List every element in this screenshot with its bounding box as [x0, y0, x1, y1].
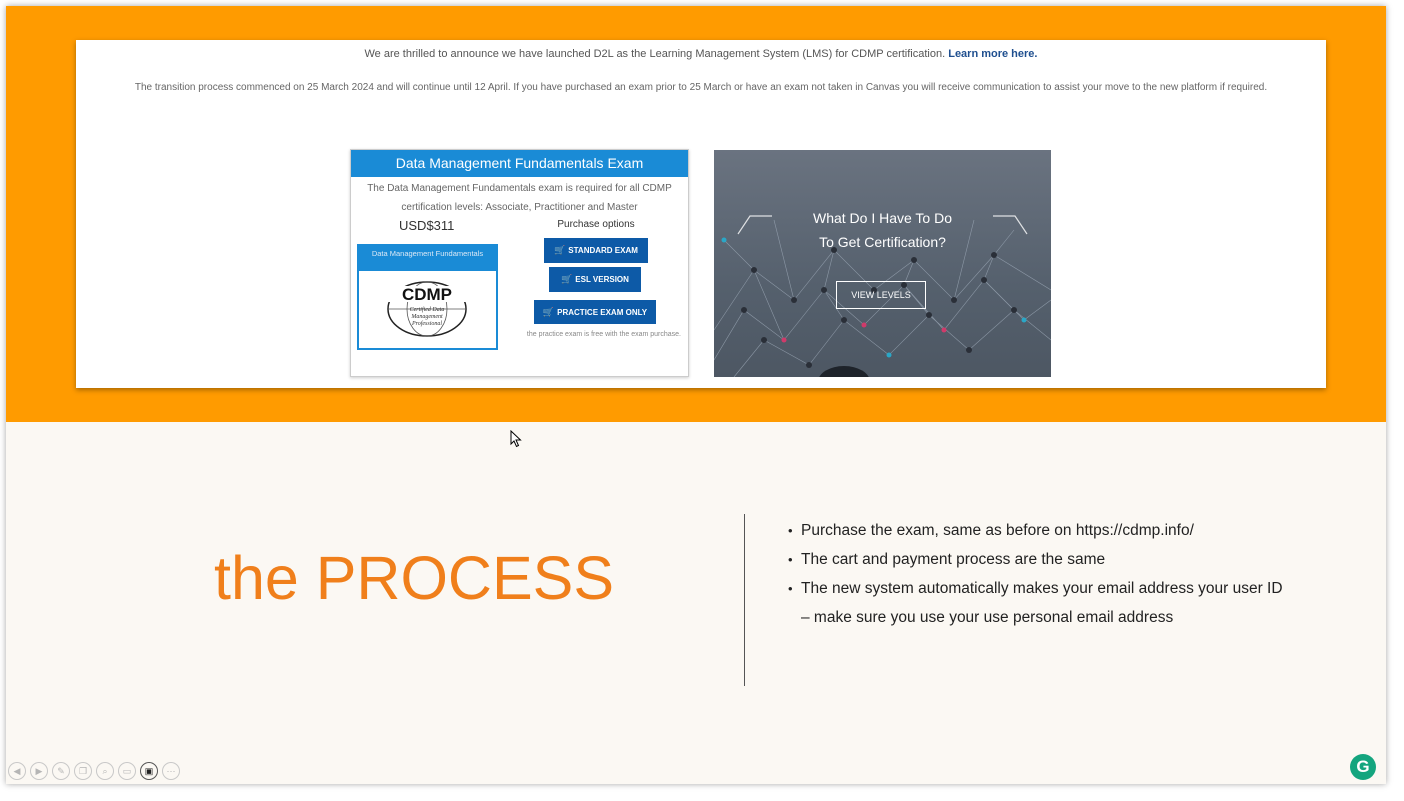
practice-exam-button[interactable]: [534, 300, 656, 324]
presentation-controls: [8, 762, 180, 780]
exam-card-description: The Data Management Fundamentals exam is required for all CDMP certification levels: Associate, Practitioner and Master: [367, 183, 672, 213]
slide-title: the PROCESS: [214, 544, 615, 612]
certification-promo[interactable]: [714, 150, 1051, 377]
esl-version-label: ESL VERSION: [575, 275, 629, 284]
standard-exam-label: STANDARD EXAM: [568, 246, 638, 255]
pen-icon[interactable]: ✎: [52, 762, 70, 780]
copy-icon[interactable]: ❐: [74, 762, 92, 780]
purchase-options-label: Purchase options: [557, 219, 635, 230]
subtitles-icon[interactable]: ▭: [118, 762, 136, 780]
practice-exam-label: PRACTICE EXAM ONLY: [557, 307, 648, 317]
esl-version-button[interactable]: [549, 267, 641, 292]
network-image: [714, 150, 1051, 377]
mouse-cursor-icon: [510, 430, 522, 448]
prev-icon[interactable]: ◀: [8, 762, 26, 780]
cdmp-logo: [359, 271, 496, 345]
presentation-slide: [6, 6, 1386, 784]
vertical-divider: [744, 514, 745, 686]
learn-more-link[interactable]: Learn more here.: [948, 48, 1038, 60]
logo-text: CDMP: [401, 285, 453, 304]
webpage-screenshot: [76, 40, 1326, 388]
exam-card-title: Data Management Fundamentals Exam: [351, 150, 688, 177]
zoom-icon[interactable]: ⌕: [96, 762, 114, 780]
more-icon[interactable]: ⋯: [162, 762, 180, 780]
process-bullets: [788, 516, 1348, 632]
cart-icon: 🛒: [561, 274, 573, 284]
bullet-item: • Purchase the exam, same as before on https://cdmp.info/: [788, 516, 1348, 545]
camera-icon[interactable]: ▣: [140, 762, 158, 780]
next-icon[interactable]: ▶: [30, 762, 48, 780]
logo-subtext-1: Certified Data: [409, 307, 445, 313]
exam-card: [350, 149, 689, 377]
cdmp-globe-logo: [384, 278, 470, 340]
logo-subtext-3: Professional: [411, 321, 443, 327]
exam-price: USD$311: [399, 218, 455, 233]
promo-title: [714, 206, 1051, 254]
practice-exam-note: the practice exam is free with the exam purchase.: [526, 331, 681, 338]
announcement-text: We are thrilled to announce we have launched D2L as the Learning Management System (LMS) for CDMP certification.: [364, 48, 946, 60]
bullet-item: • The new system automatically makes your email address your user ID: [788, 574, 1348, 603]
view-levels-button[interactable]: VIEW LEVELS: [836, 281, 926, 309]
logo-subtext-2: Management: [411, 314, 443, 320]
cart-icon: 🛒: [542, 306, 555, 317]
cart-icon: 🛒: [554, 245, 566, 255]
transition-notice: The transition process commenced on 25 March 2024 and will continue until 12 April. If you have purchased an exam prior to 25 March or have an exam not taken in Canvas you will receive communication to assist your move to the new platform if required.: [134, 82, 1268, 93]
promo-title-line2: To Get Certification?: [819, 234, 946, 250]
bullet-continuation: – make sure you use your use personal email address: [801, 609, 1174, 626]
orange-banner: [6, 6, 1386, 422]
bullet-item: • The cart and payment process are the same: [788, 545, 1348, 574]
cdmp-logo-box: [357, 244, 498, 350]
standard-exam-button[interactable]: [544, 238, 648, 263]
grammarly-icon[interactable]: G: [1350, 754, 1376, 780]
promo-title-line1: What Do I Have To Do: [812, 210, 953, 226]
announcement: [76, 48, 1326, 60]
logo-header: Data Management Fundamentals: [359, 246, 496, 271]
